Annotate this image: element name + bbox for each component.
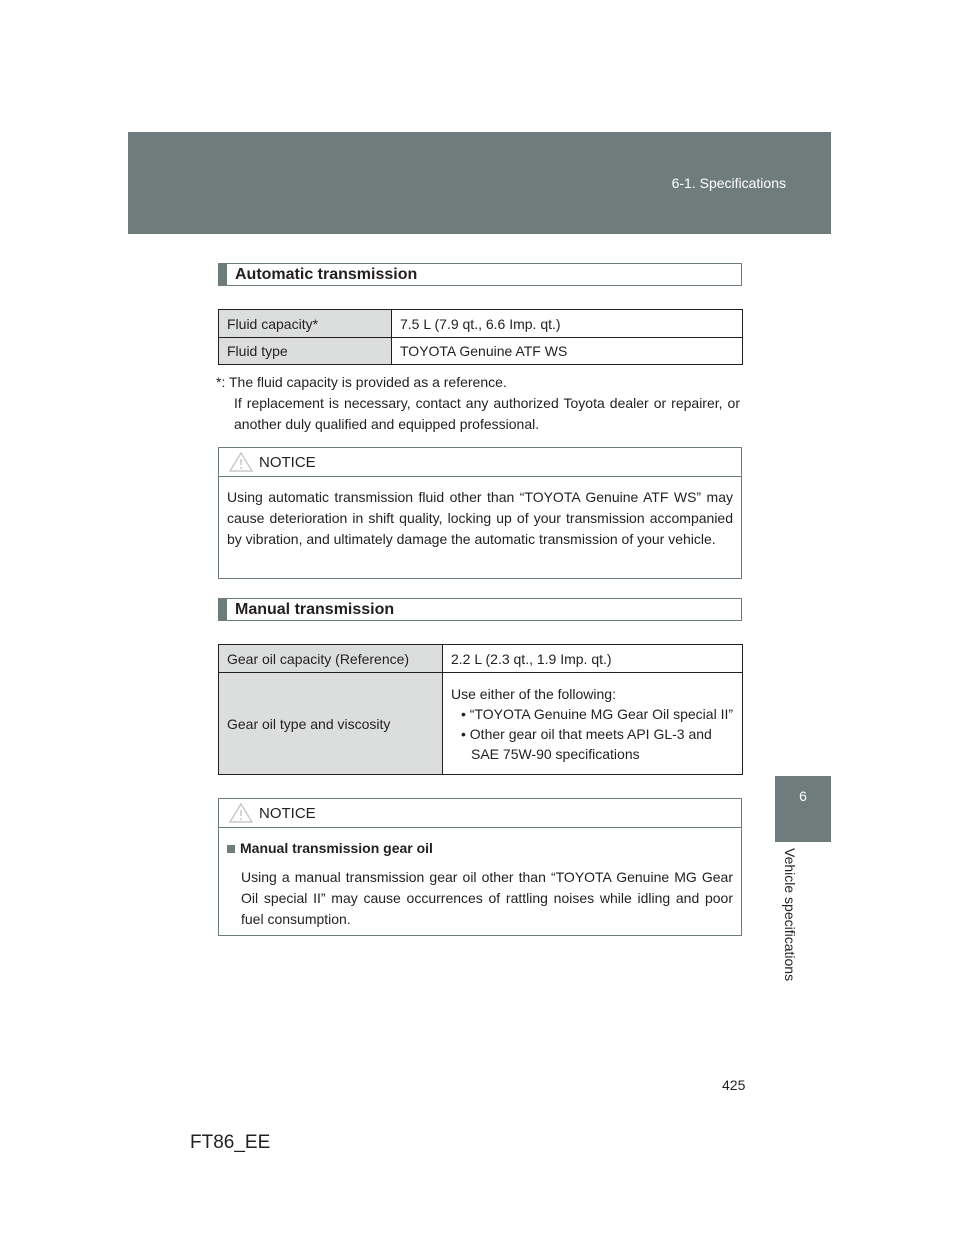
table-row (219, 645, 743, 673)
table-row (219, 338, 743, 365)
fluid-capacity-label: Fluid capacity* (219, 310, 392, 338)
notice-body-text: Using a manual transmission gear oil other than “TOYOTA Genuine MG Gear Oil special II” may cause occurrences of rattling noises while idling and poor fuel consumption. (241, 869, 733, 927)
notice-heading: NOTICE (259, 453, 316, 471)
manual-title-text: Manual transmission (235, 600, 395, 618)
fluid-type-label: Fluid type (219, 338, 392, 365)
automatic-title-text: Automatic transmission (235, 265, 418, 283)
gear-oil-capacity-value: 2.2 L (2.3 qt., 1.9 Imp. qt.) (443, 645, 743, 673)
notice-body (219, 828, 741, 942)
gear-oil-type-label: Gear oil type and viscosity (219, 673, 443, 775)
gear-oil-intro: Use either of the following: (451, 685, 616, 702)
table-row (219, 310, 743, 338)
footnote (216, 372, 740, 435)
model-code: FT86_EE (190, 1132, 271, 1153)
fluid-type-value: TOYOTA Genuine ATF WS (392, 338, 743, 365)
list-item: • “TOYOTA Genuine MG Gear Oil special II” (461, 705, 734, 722)
chapter-label: Vehicle specifications (782, 848, 798, 982)
title-bar (219, 599, 227, 620)
automatic-transmission-title (218, 263, 742, 286)
fluid-capacity-value: 7.5 L (7.9 qt., 6.6 Imp. qt.) (392, 310, 743, 338)
notice-subheading-text: Manual transmission gear oil (240, 840, 433, 856)
footnote-line2: If replacement is necessary, contact any authorized Toyota dealer or repairer, or another duly qualified and equipped professional. (234, 395, 740, 432)
section-header: 6-1. Specifications (671, 175, 786, 191)
title-bar (219, 264, 227, 285)
page-number: 425 (722, 1077, 746, 1093)
header-band (128, 132, 831, 234)
automatic-spec-table (218, 309, 743, 365)
gear-oil-capacity-label: Gear oil capacity (Reference) (219, 645, 443, 673)
footnote-line1: *: The fluid capacity is provided as a reference. (216, 374, 507, 390)
warning-icon (229, 452, 253, 472)
manual-transmission-title (218, 598, 742, 621)
notice-box-manual (218, 798, 742, 936)
warning-icon (229, 803, 253, 823)
notice-heading: NOTICE (259, 804, 316, 822)
square-bullet-icon (227, 845, 235, 853)
notice-subheading (227, 838, 733, 859)
list-item: • Other gear oil that meets API GL-3 and SAE 75W-90 specifications (461, 725, 712, 762)
gear-oil-type-value (443, 673, 743, 775)
gear-oil-list (451, 704, 734, 764)
manual-spec-table (218, 644, 743, 775)
table-row (219, 673, 743, 775)
notice-body: Using automatic transmission fluid other than “TOYOTA Genuine ATF WS” may cause deterioration in shift quality, locking up of your transmission accompanied by vibration, and ultimately damage the automatic transmission of your vehicle. (227, 489, 733, 547)
notice-header (219, 448, 741, 477)
notice-header (219, 799, 741, 828)
chapter-tab: 6 (775, 776, 831, 842)
notice-box-automatic (218, 447, 742, 579)
